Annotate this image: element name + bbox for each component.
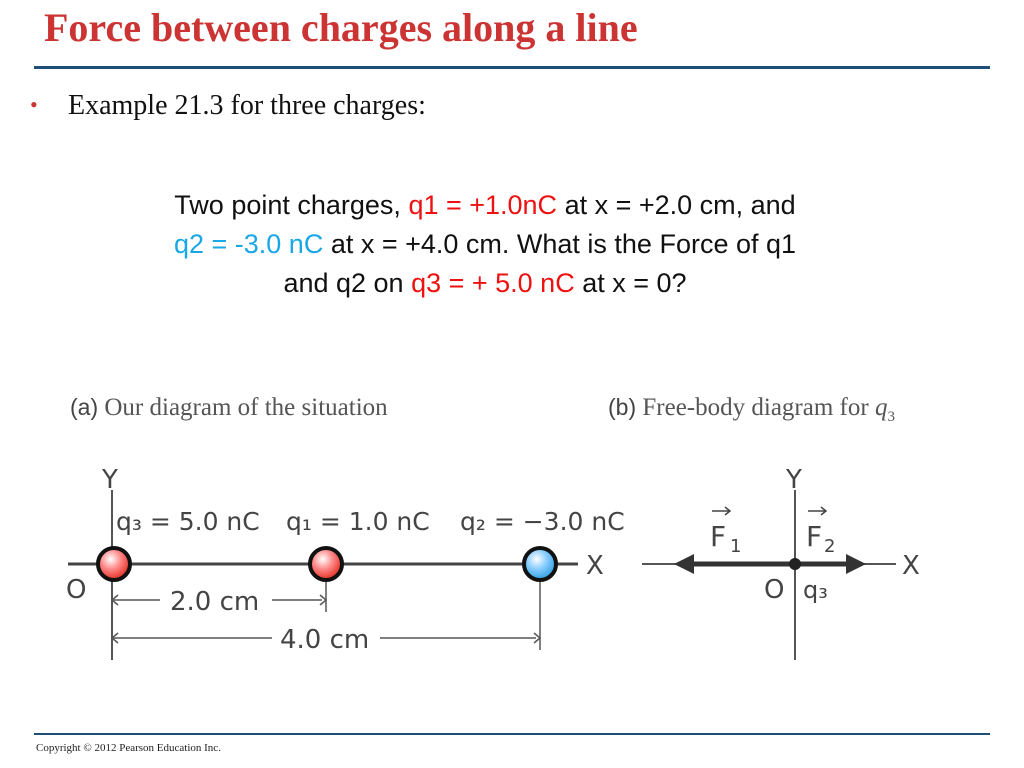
charge-q2: [524, 548, 556, 580]
charge-q1: [310, 548, 342, 580]
y-axis-label-a: Y: [102, 465, 118, 495]
figure-b-caption-sub: 3: [887, 409, 895, 425]
q1-value: q1 = +1.0nC: [408, 190, 558, 220]
slide-title: Force between charges along a line: [44, 5, 638, 50]
figure-a-caption-text: Our diagram of the situation: [104, 394, 388, 421]
dim1-label: 2.0 cm: [170, 587, 260, 617]
q2-label: q₂ = −3.0 nC: [460, 507, 625, 536]
force-f1-label: F: [710, 520, 727, 553]
q3-value: q3 = + 5.0 nC: [411, 268, 575, 298]
bullet-text: Example 21.3 for three charges:: [68, 90, 426, 121]
problem-text: at x = +2.0 cm, and: [557, 190, 796, 220]
origin-label-b: O: [764, 575, 785, 605]
copyright-text: Copyright © 2012 Pearson Education Inc.: [36, 742, 221, 754]
problem-text: at x = 0?: [574, 268, 687, 298]
q3-label: q₃ = 5.0 nC: [116, 507, 260, 536]
problem-text: Two point charges,: [174, 190, 409, 220]
x-axis-label-a: X: [586, 551, 604, 581]
charge-q3: [98, 548, 130, 580]
figure-b: [642, 465, 920, 660]
vector-arrow-f1-icon: [712, 507, 730, 515]
force-f1-sub: 1: [730, 536, 742, 557]
vector-arrow-f2-icon: [808, 507, 826, 515]
figure-a-tag: (a): [70, 394, 99, 420]
q1-label: q₁ = 1.0 nC: [286, 507, 430, 536]
force-f1-arrowhead-icon: [674, 554, 694, 574]
figure-b-caption-text: Free-body diagram for: [642, 394, 875, 421]
q2-value: q2 = -3.0 nC: [173, 229, 324, 259]
problem-text: at x = +4.0 cm. What is the Force of q1: [323, 229, 797, 259]
x-axis-label-b: X: [902, 551, 920, 581]
force-f2-sub: 2: [824, 536, 836, 557]
figure-b-tag: (b): [608, 394, 637, 420]
charge-q3-point: [789, 558, 801, 570]
force-f2-label: F: [806, 520, 823, 553]
origin-label-a: O: [66, 575, 87, 605]
y-axis-label-b: Y: [786, 465, 802, 495]
dim2-label: 4.0 cm: [280, 625, 370, 655]
footer-divider: [34, 733, 990, 735]
problem-text: and q2 on: [283, 268, 412, 298]
figure-b-caption-q: q: [874, 394, 888, 421]
bullet-dot-icon: •: [30, 92, 38, 117]
figure-a: [66, 465, 625, 660]
force-f2-arrowhead-icon: [846, 554, 866, 574]
charge-label-b: q₃: [803, 576, 828, 604]
